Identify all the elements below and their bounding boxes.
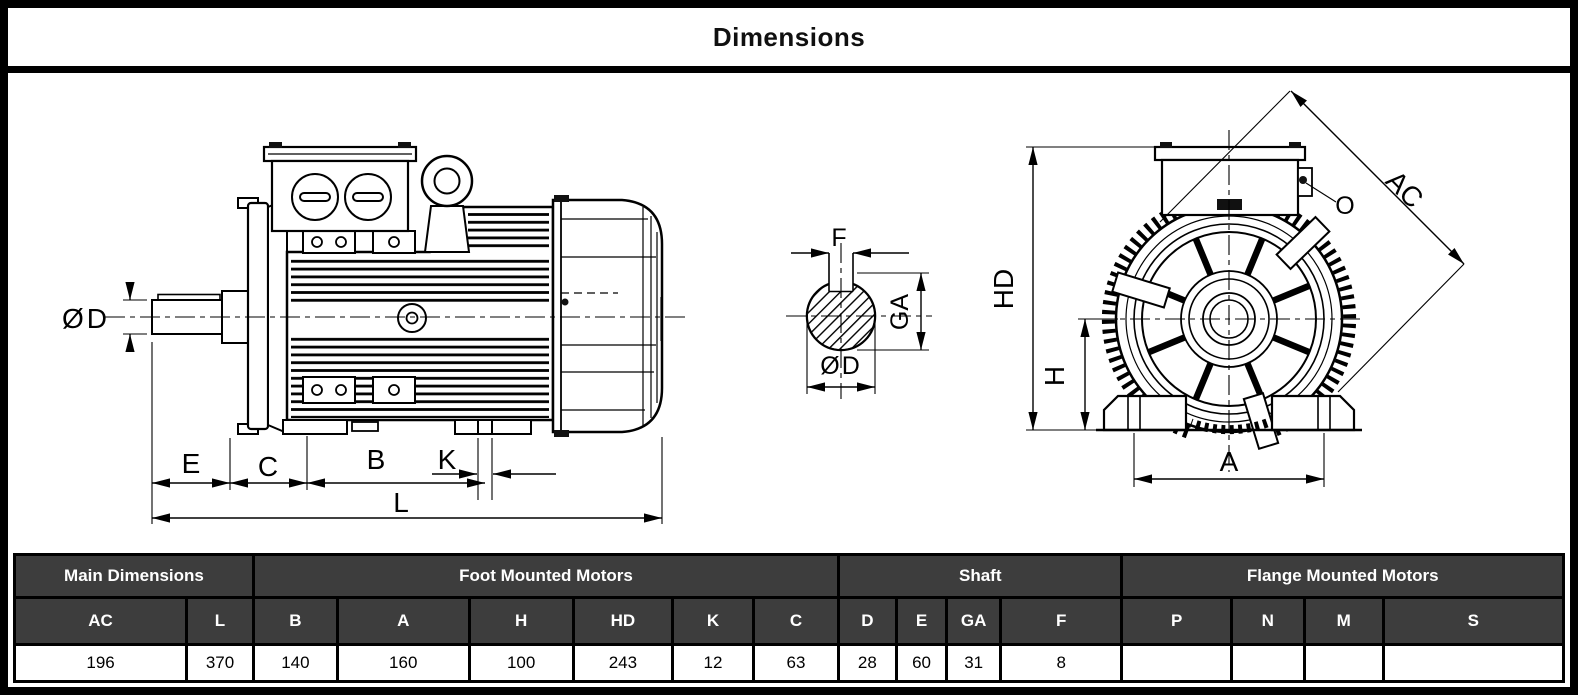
col-header-l: L [187, 598, 254, 645]
col-header-f: F [1000, 598, 1121, 645]
front-view-drawing [988, 91, 1464, 487]
col-header-ac: AC [15, 598, 187, 645]
dim-label-b: B [366, 444, 386, 475]
dim-label-f: F [831, 224, 847, 252]
col-header-n: N [1231, 598, 1304, 645]
value-h: 100 [469, 645, 573, 682]
lifting-eye-icon [422, 156, 472, 252]
dimension-table-wrap [8, 552, 1570, 683]
dim-label-shaft-diameter: ØD [62, 303, 110, 334]
value-k: 12 [672, 645, 753, 682]
dim-label-section-diameter: ØD [820, 352, 862, 380]
col-header-p: P [1122, 598, 1231, 645]
group-header-flange-mounted-motors: Flange Mounted Motors [1122, 555, 1564, 598]
col-header-d: D [839, 598, 897, 645]
col-header-k: K [672, 598, 753, 645]
dim-label-h: H [1039, 365, 1070, 387]
col-header-c: C [753, 598, 838, 645]
col-header-m: M [1304, 598, 1383, 645]
value-b: 140 [253, 645, 337, 682]
dimension-table [13, 553, 1565, 683]
dim-label-ac: AC [1380, 164, 1430, 214]
table-value-row [15, 645, 1564, 682]
dim-label-hd: HD [988, 268, 1019, 310]
dim-label-e: E [181, 448, 201, 479]
col-header-e: E [896, 598, 947, 645]
dim-label-k: K [437, 444, 457, 475]
dim-label-a: A [1219, 446, 1239, 477]
col-header-b: B [253, 598, 337, 645]
group-header-foot-mounted-motors: Foot Mounted Motors [253, 555, 838, 598]
col-header-ga: GA [947, 598, 1001, 645]
value-s [1383, 645, 1563, 682]
dim-label-ga: GA [886, 293, 914, 331]
col-header-a: A [337, 598, 469, 645]
value-l: 370 [187, 645, 254, 682]
dim-label-l: L [393, 487, 409, 518]
value-c: 63 [753, 645, 838, 682]
value-m [1304, 645, 1383, 682]
page-title: Dimensions [8, 8, 1570, 73]
motor-dimension-drawing [8, 73, 1570, 552]
table-group-header-row [15, 555, 1564, 598]
value-hd: 243 [573, 645, 672, 682]
col-header-hd: HD [573, 598, 672, 645]
col-header-h: H [469, 598, 573, 645]
group-header-main-dimensions: Main Dimensions [15, 555, 254, 598]
shaft-section-drawing [786, 224, 932, 399]
dim-label-c: C [257, 451, 279, 482]
motor-drawing-svg [8, 73, 1570, 552]
value-n [1231, 645, 1304, 682]
value-ac: 196 [15, 645, 187, 682]
col-header-s: S [1383, 598, 1563, 645]
dim-label-o: O [1335, 192, 1355, 220]
group-header-shaft: Shaft [839, 555, 1122, 598]
value-d: 28 [839, 645, 897, 682]
value-e: 60 [896, 645, 947, 682]
table-column-header-row [15, 598, 1564, 645]
value-ga: 31 [947, 645, 1001, 682]
value-a: 160 [337, 645, 469, 682]
value-p [1122, 645, 1231, 682]
side-view-drawing [62, 142, 688, 524]
value-f: 8 [1000, 645, 1121, 682]
